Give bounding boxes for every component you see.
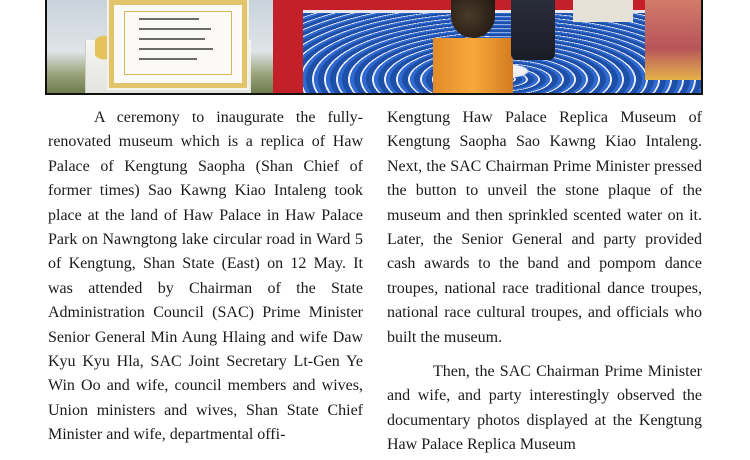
attendee-figure (645, 0, 703, 80)
photo-plaque-scene (47, 0, 273, 93)
stone-plaque-icon (109, 0, 247, 88)
urn-stand (433, 38, 513, 93)
photo-ceremony-scene (273, 0, 703, 93)
attendee-figure (511, 0, 555, 60)
article-photo (45, 0, 703, 95)
article-paragraph: Kengtung Haw Palace Replica Museum of Kengtung Saopha Sao Kawng Kiao Intaleng. Next, the SAC Chairman Prime Minister pressed the button to unveil the stone plaque of the museum and then sprinkled scented water on it. Later, the Senior General and party provided cash awards to the band and pompom dance troupes, national race traditional dance troupes, national race cultural troupes, and officials who built the museum. (387, 109, 702, 346)
article-paragraph: A ceremony to inaugurate the fully-renovated museum which is a replica of Haw Palace of Kengtung Saopha (Shan Chief of former times) Sao Kawng Kiao Intaleng took place at the land of Haw Palace in Haw Palace Park on Nawngtong lake circular road in Ward 5 of Kengtung, Shan State (East) on 12 May. It was attended by Chairman of the State Administration Council (SAC) Prime Minister Senior General Min Aung Hlaing and wife Daw Kyu Kyu Hla, SAC Joint Secretary Lt-Gen Ye Win Oo and wife, council members and wives, Union ministers and wives, Shan State Chief Minister and wife, departmental offi- (48, 109, 363, 444)
article-column-left (48, 106, 363, 448)
article-paragraph: Then, the SAC Chairman Prime Minister and wife, and party interestingly observed the documentary photos displayed at the Kengtung Haw Palace Replica Museum (387, 363, 702, 454)
attendee-figure (573, 0, 633, 22)
article-column-right (387, 106, 702, 458)
